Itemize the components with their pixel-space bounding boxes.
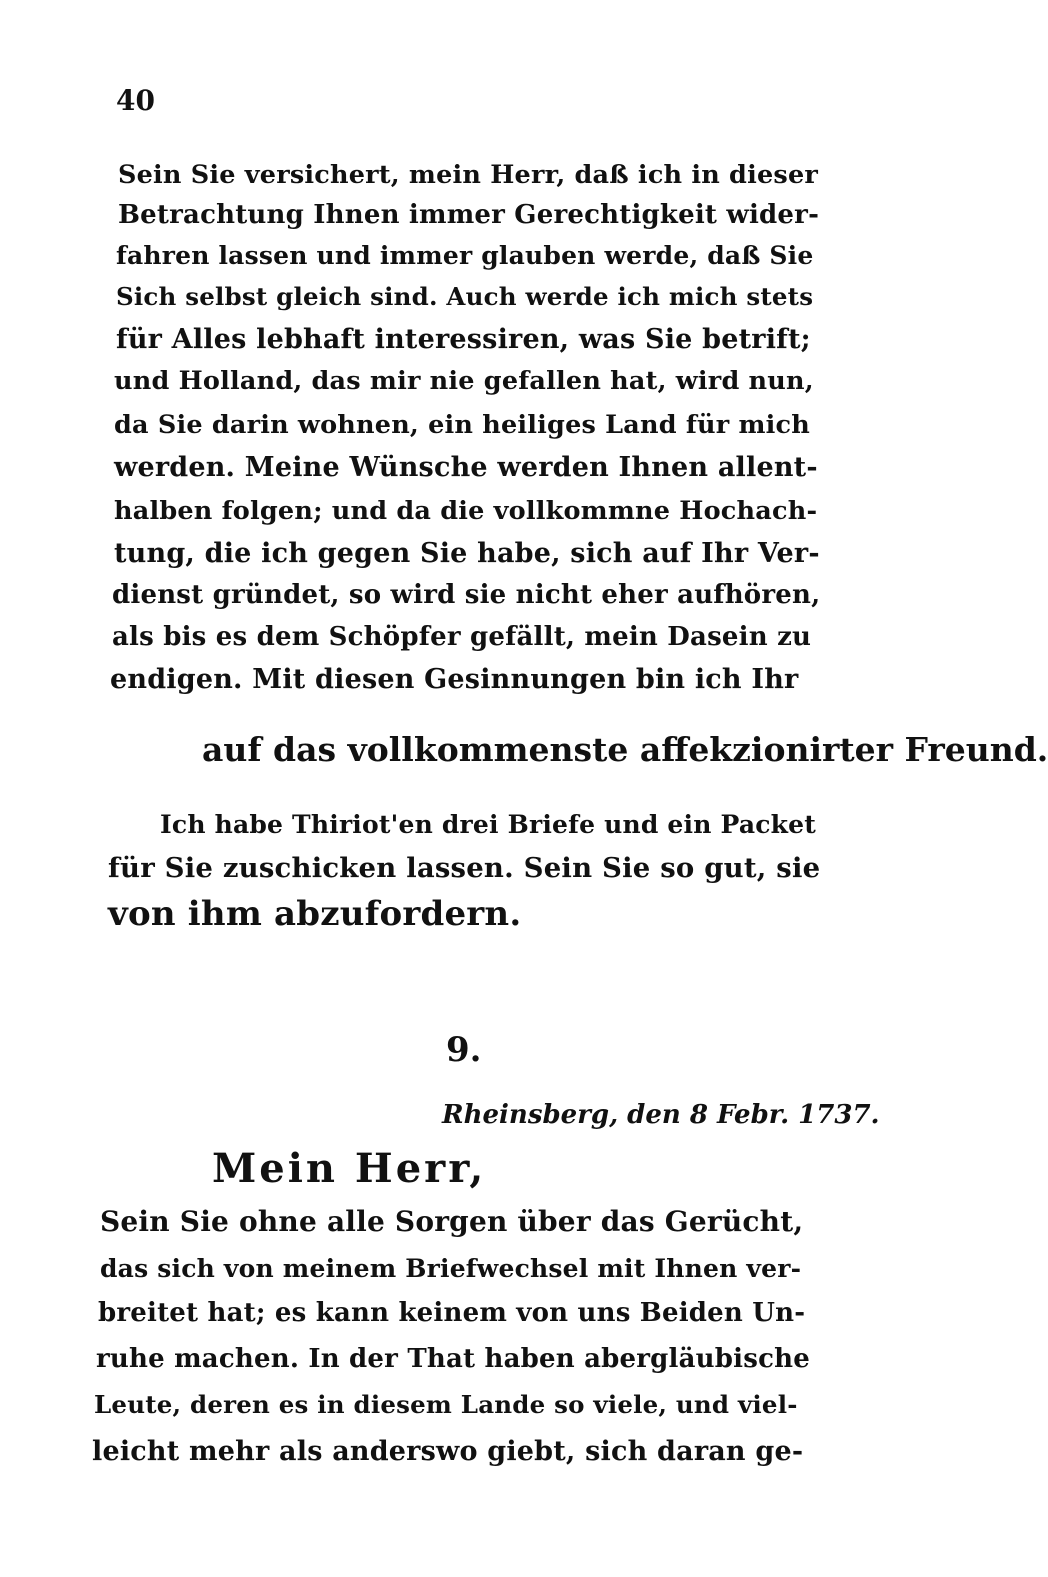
text-line: da Sie darin wohnen, ein heiliges Land für mich: [114, 410, 810, 440]
text-line: Leute, deren es in diesem Lande so viele, und viel-: [94, 1390, 798, 1419]
text-line: ruhe machen. In der That haben abergläubische: [96, 1344, 810, 1374]
text-line: als bis es dem Schöpfer gefällt, mein Dasein zu: [112, 622, 812, 652]
letter-number: 9.: [446, 1030, 482, 1070]
text-line: werden. Meine Wünsche werden Ihnen allent-: [114, 452, 818, 483]
text-line: tung, die ich gegen Sie habe, sich auf Ihr Ver-: [114, 538, 820, 569]
text-line: Betrachtung Ihnen immer Gerechtigkeit wider-: [118, 200, 820, 230]
text-line: Sein Sie ohne alle Sorgen über das Gerücht,: [100, 1205, 804, 1238]
text-line: und Holland, das mir nie gefallen hat, wird nun,: [114, 366, 814, 396]
text-line: für Sie zuschicken lassen. Sein Sie so gut, sie: [108, 852, 821, 884]
text-line: von ihm abzufordern.: [108, 894, 522, 934]
text-line: dienst gründet, so wird sie nicht eher aufhören,: [112, 580, 821, 610]
text-line: fahren lassen und immer glauben werde, daß Sie: [116, 241, 814, 270]
text-line: breitet hat; es kann keinem von uns Beiden Un-: [98, 1298, 806, 1328]
text-line: leicht mehr als anderswo giebt, sich daran ge-: [92, 1436, 804, 1467]
letter-closing: auf das vollkommenste affekzionirter Freund.: [202, 730, 1048, 769]
letter-dateline: Rheinsberg, den 8 Febr. 1737.: [442, 1100, 880, 1130]
text-line: halben folgen; und da die vollkommne Hochach-: [114, 496, 818, 526]
text-line: Sein Sie versichert, mein Herr, daß ich in dieser: [118, 160, 819, 190]
text-line: endigen. Mit diesen Gesinnungen bin ich Ihr: [110, 664, 799, 695]
text-line: das sich von meinem Briefwechsel mit Ihnen ver-: [100, 1254, 802, 1283]
text-line: Sich selbst gleich sind. Auch werde ich mich stets: [116, 282, 814, 311]
letter-salutation: Mein Herr,: [212, 1145, 487, 1192]
page-number: 40: [116, 84, 155, 117]
text-line: Ich habe Thiriot'en drei Briefe und ein Packet: [160, 810, 817, 839]
text-line: für Alles lebhaft interessiren, was Sie betrift;: [116, 324, 811, 355]
